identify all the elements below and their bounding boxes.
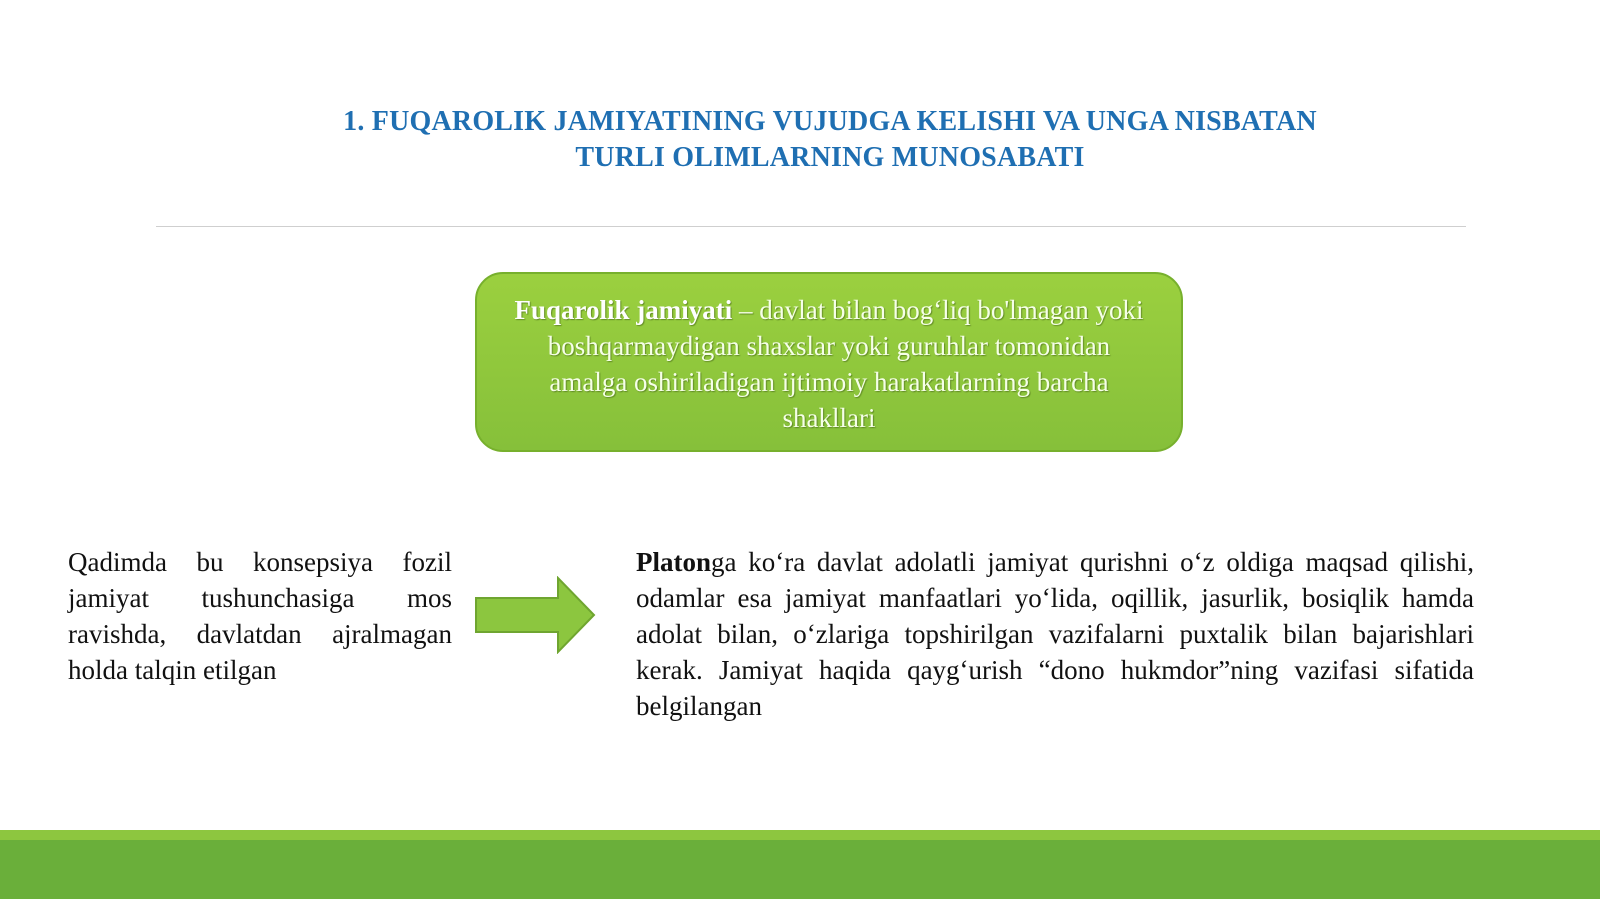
title-divider bbox=[156, 226, 1466, 227]
platon-text: ga ko‘ra davlat adolatli jamiyat qurishni o‘z oldiga maqsad qilishi, odamlar esa jamiyat manfaatlari yo‘lida, oqillik, jasurlik, bosiqlik hamda adolat bilan, o‘zlariga topshirilgan vazifalarni puxtalik bilan bajarishlari kerak. Jamiyat haqida qayg‘urish “dono hukmdor”ning vazifasi sifatida belgilangan bbox=[636, 547, 1474, 721]
footer-stripe bbox=[0, 830, 1600, 840]
ancient-concept-paragraph: Qadimda bu konsepsiya fozil jamiyat tushunchasiga mos ravishda, davlatdan ajralmagan holda talqin etilgan bbox=[68, 547, 452, 685]
footer-bar bbox=[0, 840, 1600, 899]
right-arrow-icon bbox=[474, 576, 598, 654]
slide-title-line-2: TURLI OLIMLARNING MUNOSABATI bbox=[575, 142, 1085, 173]
platon-paragraph bbox=[636, 544, 1474, 724]
platon-name: Platon bbox=[636, 547, 712, 577]
slide-title-line-1: 1. FUQAROLIK JAMIYATINING VUJUDGA KELISHI VA UNGA NISBATAN bbox=[343, 106, 1317, 137]
definition-box bbox=[475, 272, 1183, 452]
slide-title bbox=[200, 104, 1460, 176]
definition-text: – davlat bilan bog‘liq bo'lmagan yoki boshqarmaydigan shaxslar yoki guruhlar tomonidan amalga oshiriladigan ijtimoiy harakatlarning barcha shakllari bbox=[547, 295, 1144, 433]
definition-term: Fuqarolik jamiyati bbox=[514, 295, 733, 325]
